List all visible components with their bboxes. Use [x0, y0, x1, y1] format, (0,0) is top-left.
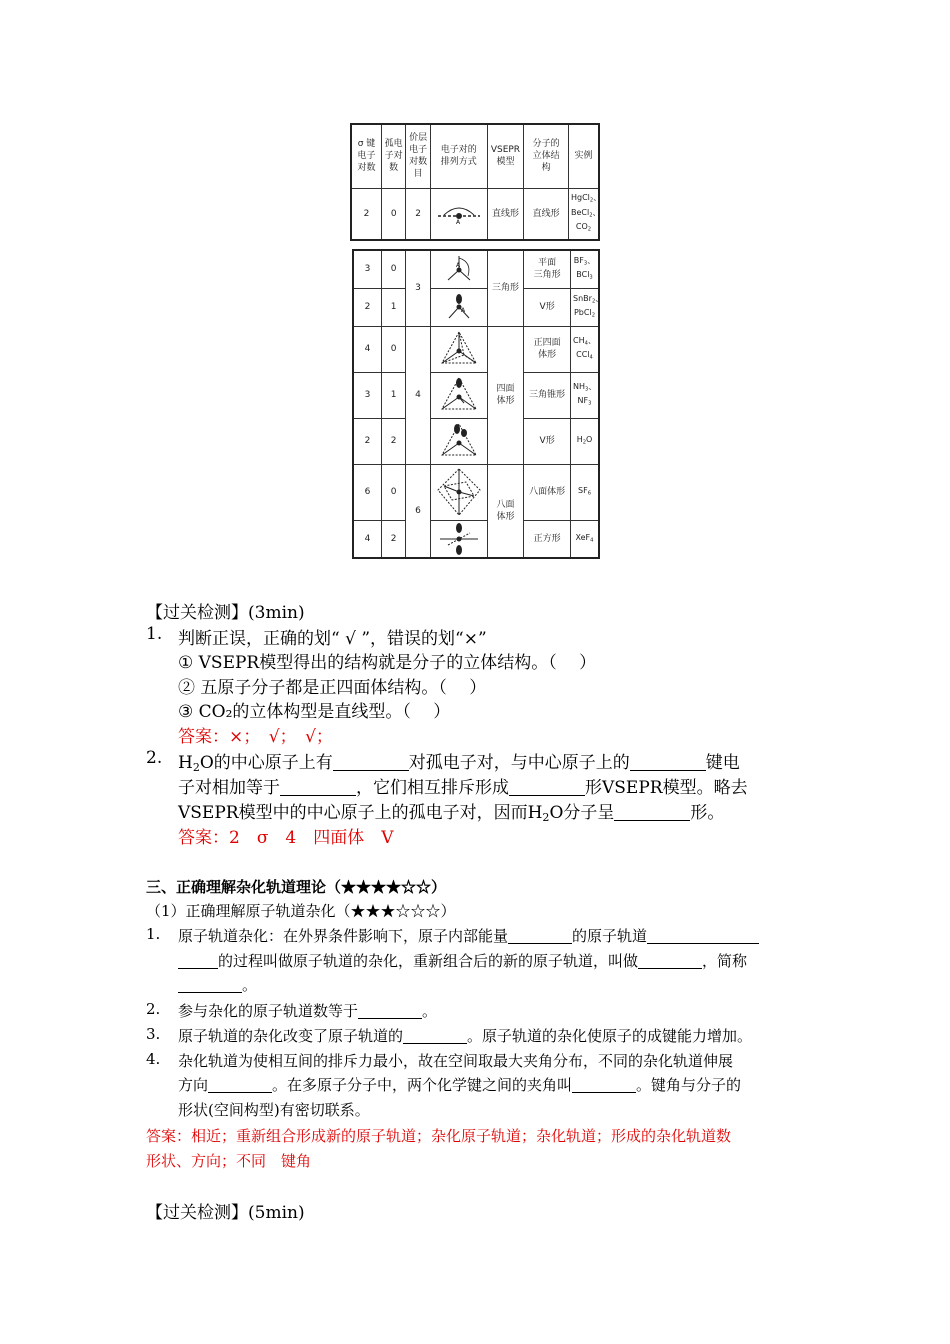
- q2-line-1: $H_2O$的中心原子上有 对孤电子对，与中心原子上的 键电: [178, 753, 740, 774]
- cell-lone: 1: [381, 288, 405, 326]
- cell-shape: V形: [524, 418, 571, 464]
- q2-answer: 答案：2 σ 4 四面体 V: [178, 828, 394, 848]
- cell-sigma: 2: [353, 418, 381, 464]
- bent-diagram: [430, 288, 487, 326]
- cell-shape: 八面体形: [524, 464, 571, 520]
- check2-title: 【过关检测】(5min): [146, 1203, 305, 1223]
- s3-answer-line1: 答案：相近；重新组合形成新的原子轨道；杂化原子轨道；杂化轨道；形成的杂化轨道数: [146, 1127, 732, 1145]
- s3-q4-num: 4.: [146, 1050, 161, 1068]
- cell-vsepr: 八面 体形: [487, 464, 524, 558]
- octahedral-diagram: [430, 464, 487, 520]
- q1-num: 1.: [146, 624, 163, 644]
- cell-shape: 正四面 体形: [524, 326, 571, 372]
- cell-total: 3: [406, 250, 430, 326]
- cell-shape: 直线形: [524, 188, 569, 240]
- q1-item-3: ③ CO₂的立体构型是直线型。（ ）: [178, 702, 451, 722]
- th-sigma: σ 键 电子 对数: [351, 124, 381, 188]
- cell-total: 2: [406, 188, 430, 240]
- linear-diagram: [430, 188, 487, 240]
- cell-lone: 0: [381, 188, 405, 240]
- square-planar-diagram: [430, 520, 487, 558]
- q1-answer: 答案：×； √； √；: [178, 727, 333, 747]
- cell-example: $CH_4$、 CCl$_4$: [571, 326, 600, 372]
- s3-q1-line2: 的过程叫做原子轨道的杂化，重新组合后的新的原子轨道，叫做 ，简称: [178, 950, 747, 971]
- th-lone: 孤电 子对 数: [381, 124, 405, 188]
- cell-example: SnBr$_2$、 PbCl$_2$: [571, 288, 600, 326]
- s3-q4-line1: 杂化轨道为使相互间的排斥力最小，故在空间取最大夹角分布，不同的杂化轨道伸展: [178, 1052, 734, 1070]
- cell-vsepr: 四面 体形: [487, 326, 524, 464]
- trigonal-diagram: [430, 250, 487, 288]
- cell-example: $BF_3$、 BCl$_3$: [571, 250, 600, 288]
- cell-example: $NH_3$、 $NF_3$: [571, 372, 600, 418]
- q1-item-1: ① VSEPR模型得出的结构就是分子的立体结构。（ ）: [178, 653, 597, 673]
- cell-sigma: 3: [353, 250, 381, 288]
- q1-item-2: ② 五原子分子都是正四面体结构。（ ）: [178, 678, 487, 698]
- cell-total: 4: [406, 326, 430, 464]
- s3-q1-line1: 原子轨道杂化：在外界条件影响下，原子内部能量 的原子轨道: [178, 925, 759, 946]
- cell-vsepr: 三角形: [487, 250, 524, 326]
- section3-title: 三、正确理解杂化轨道理论（★★★★☆☆）: [146, 878, 447, 896]
- s3-q4-line2: 方向 。在多原子分子中，两个化学键之间的夹角叫 。键角与分子的: [178, 1076, 742, 1094]
- svg-text:A: A: [455, 218, 460, 225]
- s3-q3-line: 原子轨道的杂化改变了原子轨道的 。原子轨道的杂化使原子的成键能力增加。: [178, 1027, 753, 1045]
- s3-q1-num: 1.: [146, 925, 161, 943]
- cell-lone: 2: [381, 520, 405, 558]
- cell-total: 6: [406, 464, 430, 558]
- cell-lone: 0: [381, 464, 405, 520]
- s3-q3-num: 3.: [146, 1025, 161, 1043]
- cell-sigma: 6: [353, 464, 381, 520]
- cell-shape: V形: [524, 288, 571, 326]
- vsepr-table-body: [352, 249, 604, 559]
- cell-example: $SF_6$: [571, 464, 600, 520]
- tetrahedral-diagram: [430, 326, 487, 372]
- cell-shape: 三角锥形: [524, 372, 571, 418]
- s3-q4-line3: 形状(空间构型)有密切联系。: [178, 1101, 370, 1119]
- vsepr-table-header: [350, 123, 600, 241]
- s3-answer-line2: 形状、方向；不同 键角: [146, 1152, 312, 1170]
- th-shape: 分子的 立体结 构: [524, 124, 569, 188]
- cell-sigma: 4: [353, 520, 381, 558]
- bent-tetra-diagram: [430, 418, 487, 464]
- s3-q1-line3: 。: [178, 974, 257, 995]
- cell-sigma: 2: [351, 188, 381, 240]
- svg-text:A: A: [460, 307, 465, 314]
- section3-sub1: （1）正确理解原子轨道杂化（★★★☆☆☆）: [146, 902, 456, 920]
- pyramidal-diagram: [430, 372, 487, 418]
- cell-shape: 平面 三角形: [524, 250, 571, 288]
- cell-example: HgCl$_2$、 BeCl$_2$、 $CO_2$: [568, 188, 599, 240]
- th-arrangement: 电子对的 排列方式: [430, 124, 487, 188]
- cell-lone: 2: [381, 418, 405, 464]
- s3-q2-num: 2.: [146, 1000, 161, 1018]
- s3-q2-line: 参与杂化的原子轨道数等于 。: [178, 1002, 438, 1020]
- th-total: 价层 电子 对数 目: [406, 124, 430, 188]
- cell-lone: 0: [381, 250, 405, 288]
- cell-sigma: 3: [353, 372, 381, 418]
- q1-stem: 判断正误，正确的划“ √ ”，错误的划“×”: [178, 629, 487, 649]
- th-example: 实例: [568, 124, 599, 188]
- q2-line-3: VSEPR模型中的中心原子上的孤电子对，因而$H_2O$分子呈 形。: [178, 803, 725, 824]
- cell-shape: 正方形: [524, 520, 571, 558]
- q2-num: 2.: [146, 748, 163, 768]
- cell-lone: 1: [381, 372, 405, 418]
- th-vsepr: VSEPR 模型: [487, 124, 524, 188]
- cell-example: XeF$_4$: [571, 520, 600, 558]
- cell-sigma: 4: [353, 326, 381, 372]
- svg-text:A: A: [455, 262, 460, 270]
- q2-line-2: 子对相加等于 ，它们相互排斥形成 形VSEPR模型。略去: [178, 778, 748, 798]
- cell-sigma: 2: [353, 288, 381, 326]
- cell-vsepr: 直线形: [487, 188, 524, 240]
- check1-title: 【过关检测】(3min): [146, 603, 305, 623]
- cell-lone: 0: [381, 326, 405, 372]
- cell-example: $H_2O$: [571, 418, 600, 464]
